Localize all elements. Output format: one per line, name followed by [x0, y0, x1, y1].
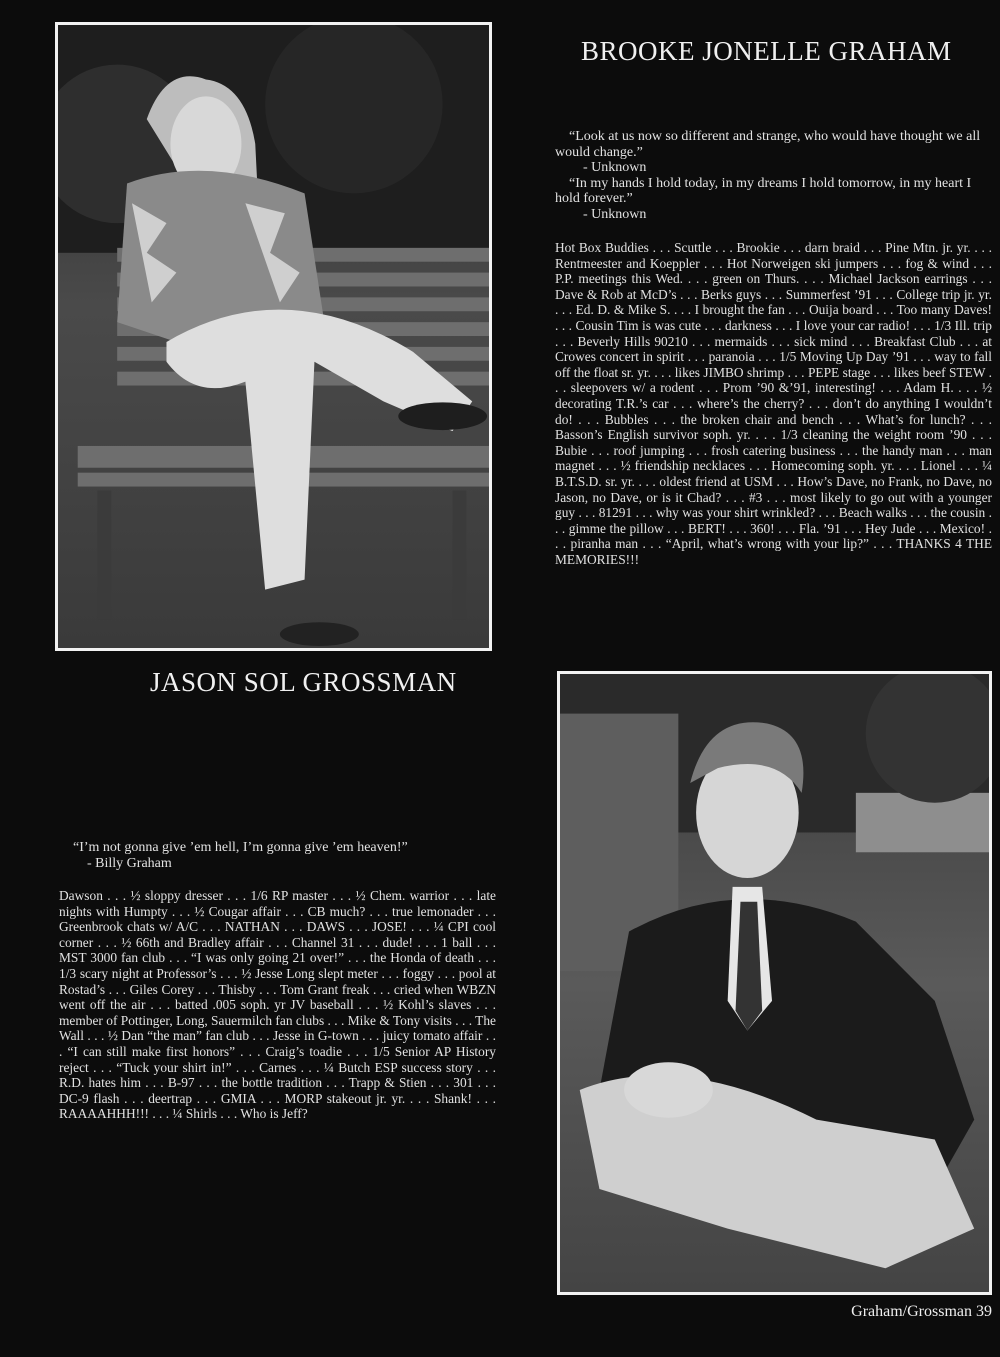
student-name-grossman: JASON SOL GROSSMAN — [150, 667, 457, 697]
page-folio: Graham/Grossman 39 — [851, 1303, 992, 1320]
senior-quote: “In my hands I hold today, in my dreams I hold tomorrow, in my heart I hold forever.” — [555, 175, 972, 206]
student-name-graham: BROOKE JONELLE GRAHAM — [581, 36, 952, 66]
memories-text-grossman: Dawson . . . ½ sloppy dresser . . . 1/6 RP master . . . ½ Chem. warrior . . . late nights with Humpty . . . ½ Cougar affair . . . CB much? . . . true lemonader . . . Greenbrook chats w/ A/C . . . NATHAN . . . DAWS . . . JOSE! . . . ¼ CPI cool corner . . . ½ 66th and Bradley affair . . . Channel 31 . . . dude! . . . 1 ball . . . MST 3000 fan club . . . “I was only going 21 over!” . . . the Honda of death . . . 1/3 scary night at Professor’s . . . ½ Jesse Long slept meter . . . foggy . . . pool at Rostad’s . . . Giles Corey . . . Thisby . . . Tom Grant freak . . . cried when WBZN went off the air . . . batted .005 soph. yr JV baseball . . . ½ Kohl’s slaves . . . member of Pottinger, Long, Sauermilch fan clubs . . . Mike & Tony visits . . . The Wall . . . ½ Dan “the man” fan club . . . Jesse in G-town . . . juicy tomato affair . . . “I can still make first honors” . . . Craig’s toadie . . . 1/5 Senior AP History reject . . . “Tuck your shirt in!” . . . Carnes . . . ¼ Butch ESP success story . . . R.D. hates him . . . B-97 . . . the bottle tradition . . . Trapp & Stien . . . 301 . . . DC-9 flash . . . deertrap . . . GMIA . . . MORP stakeout jr. yr. . . . Shank! . . . RAAAAHHH!!! . . . ¼ Shirls . . . Who is Jeff? — [59, 888, 496, 1122]
senior-quote: “Look at us now so different and strange, who would have thought we all would change.” — [555, 129, 981, 160]
quote-attribution: - Billy Graham — [87, 855, 172, 871]
senior-quote-block-grossman — [59, 840, 496, 871]
senior-quote: “I’m not gonna give ’em hell, I’m gonna give ’em heaven!” — [73, 840, 408, 855]
quote-attribution: - Unknown — [583, 160, 647, 175]
quote-attribution: - Unknown — [583, 206, 647, 222]
senior-quote-block-graham — [555, 129, 992, 222]
portrait-photo-jason-grossman — [557, 671, 992, 1295]
memories-text-graham: Hot Box Buddies . . . Scuttle . . . Brookie . . . darn braid . . . Pine Mtn. jr. yr. . . . Rentmeester and Koeppler . . . Hot Norweigen ski jumpers . . . fog & wind . . . P.P. meetings this Wed. . . . green on Thurs. . . . Michael Jackson earrings . . . Dave & Rob at McD’s . . . Berks guys . . . Summerfest ’91 . . . College trip jr. yr. . . . Ed. D. & Mike S. . . . I brought the fan . . . Ouija board . . . Too many Daves! . . . Cousin Tim is was cute . . . darkness . . . I love your car radio! . . . 1/3 Ill. trip . . . Beverly Hills 90210 . . . mermaids . . . sick mind . . . Breakfast Club . . . at Crowes concert in spirit . . . paranoia . . . 1/5 Moving Up Day ’91 . . . way to fall off the float sr. yr. . . . likes JIMBO shrimp . . . PEPE stage . . . likes beef STEW . . . sleepovers w/ a rodent . . . Prom ’90 &’91, interesting! . . . Adam H. . . . ½ decorating T.R.’s car . . . where’s the cherry? . . . don’t do anything I wouldn’t do! . . . Bubbles . . . the broken chair and bench . . . What’s for lunch? . . . Basson’s English survivor soph. yr. . . . 1/3 cleaning the weight room ’90 . . . Bubie . . . roof jumping . . . frosh catering business . . . the handy man . . . man magnet . . . ½ friendship necklaces . . . Homecoming soph. yr. . . . Lionel . . . ¼ B.T.S.D. sr. yr. . . . oldest friend at USM . . . How’s Dave, no Frank, no Dave, no Jason, no Dave, or is it Chad? . . . #3 . . . most likely to go out with a younger guy . . . 81291 . . . why was your shirt wrinkled? . . . Beach walks . . . the cousin . . . gimme the pillow . . . BERT! . . . 360! . . . Fla. ’91 . . . Hey Jude . . . Mexico! . . . piranha man . . . “April, what’s wrong with your lip?” . . . THANKS 4 THE MEMORIES!!! — [555, 240, 992, 567]
portrait-photo-brooke-graham — [55, 22, 492, 651]
